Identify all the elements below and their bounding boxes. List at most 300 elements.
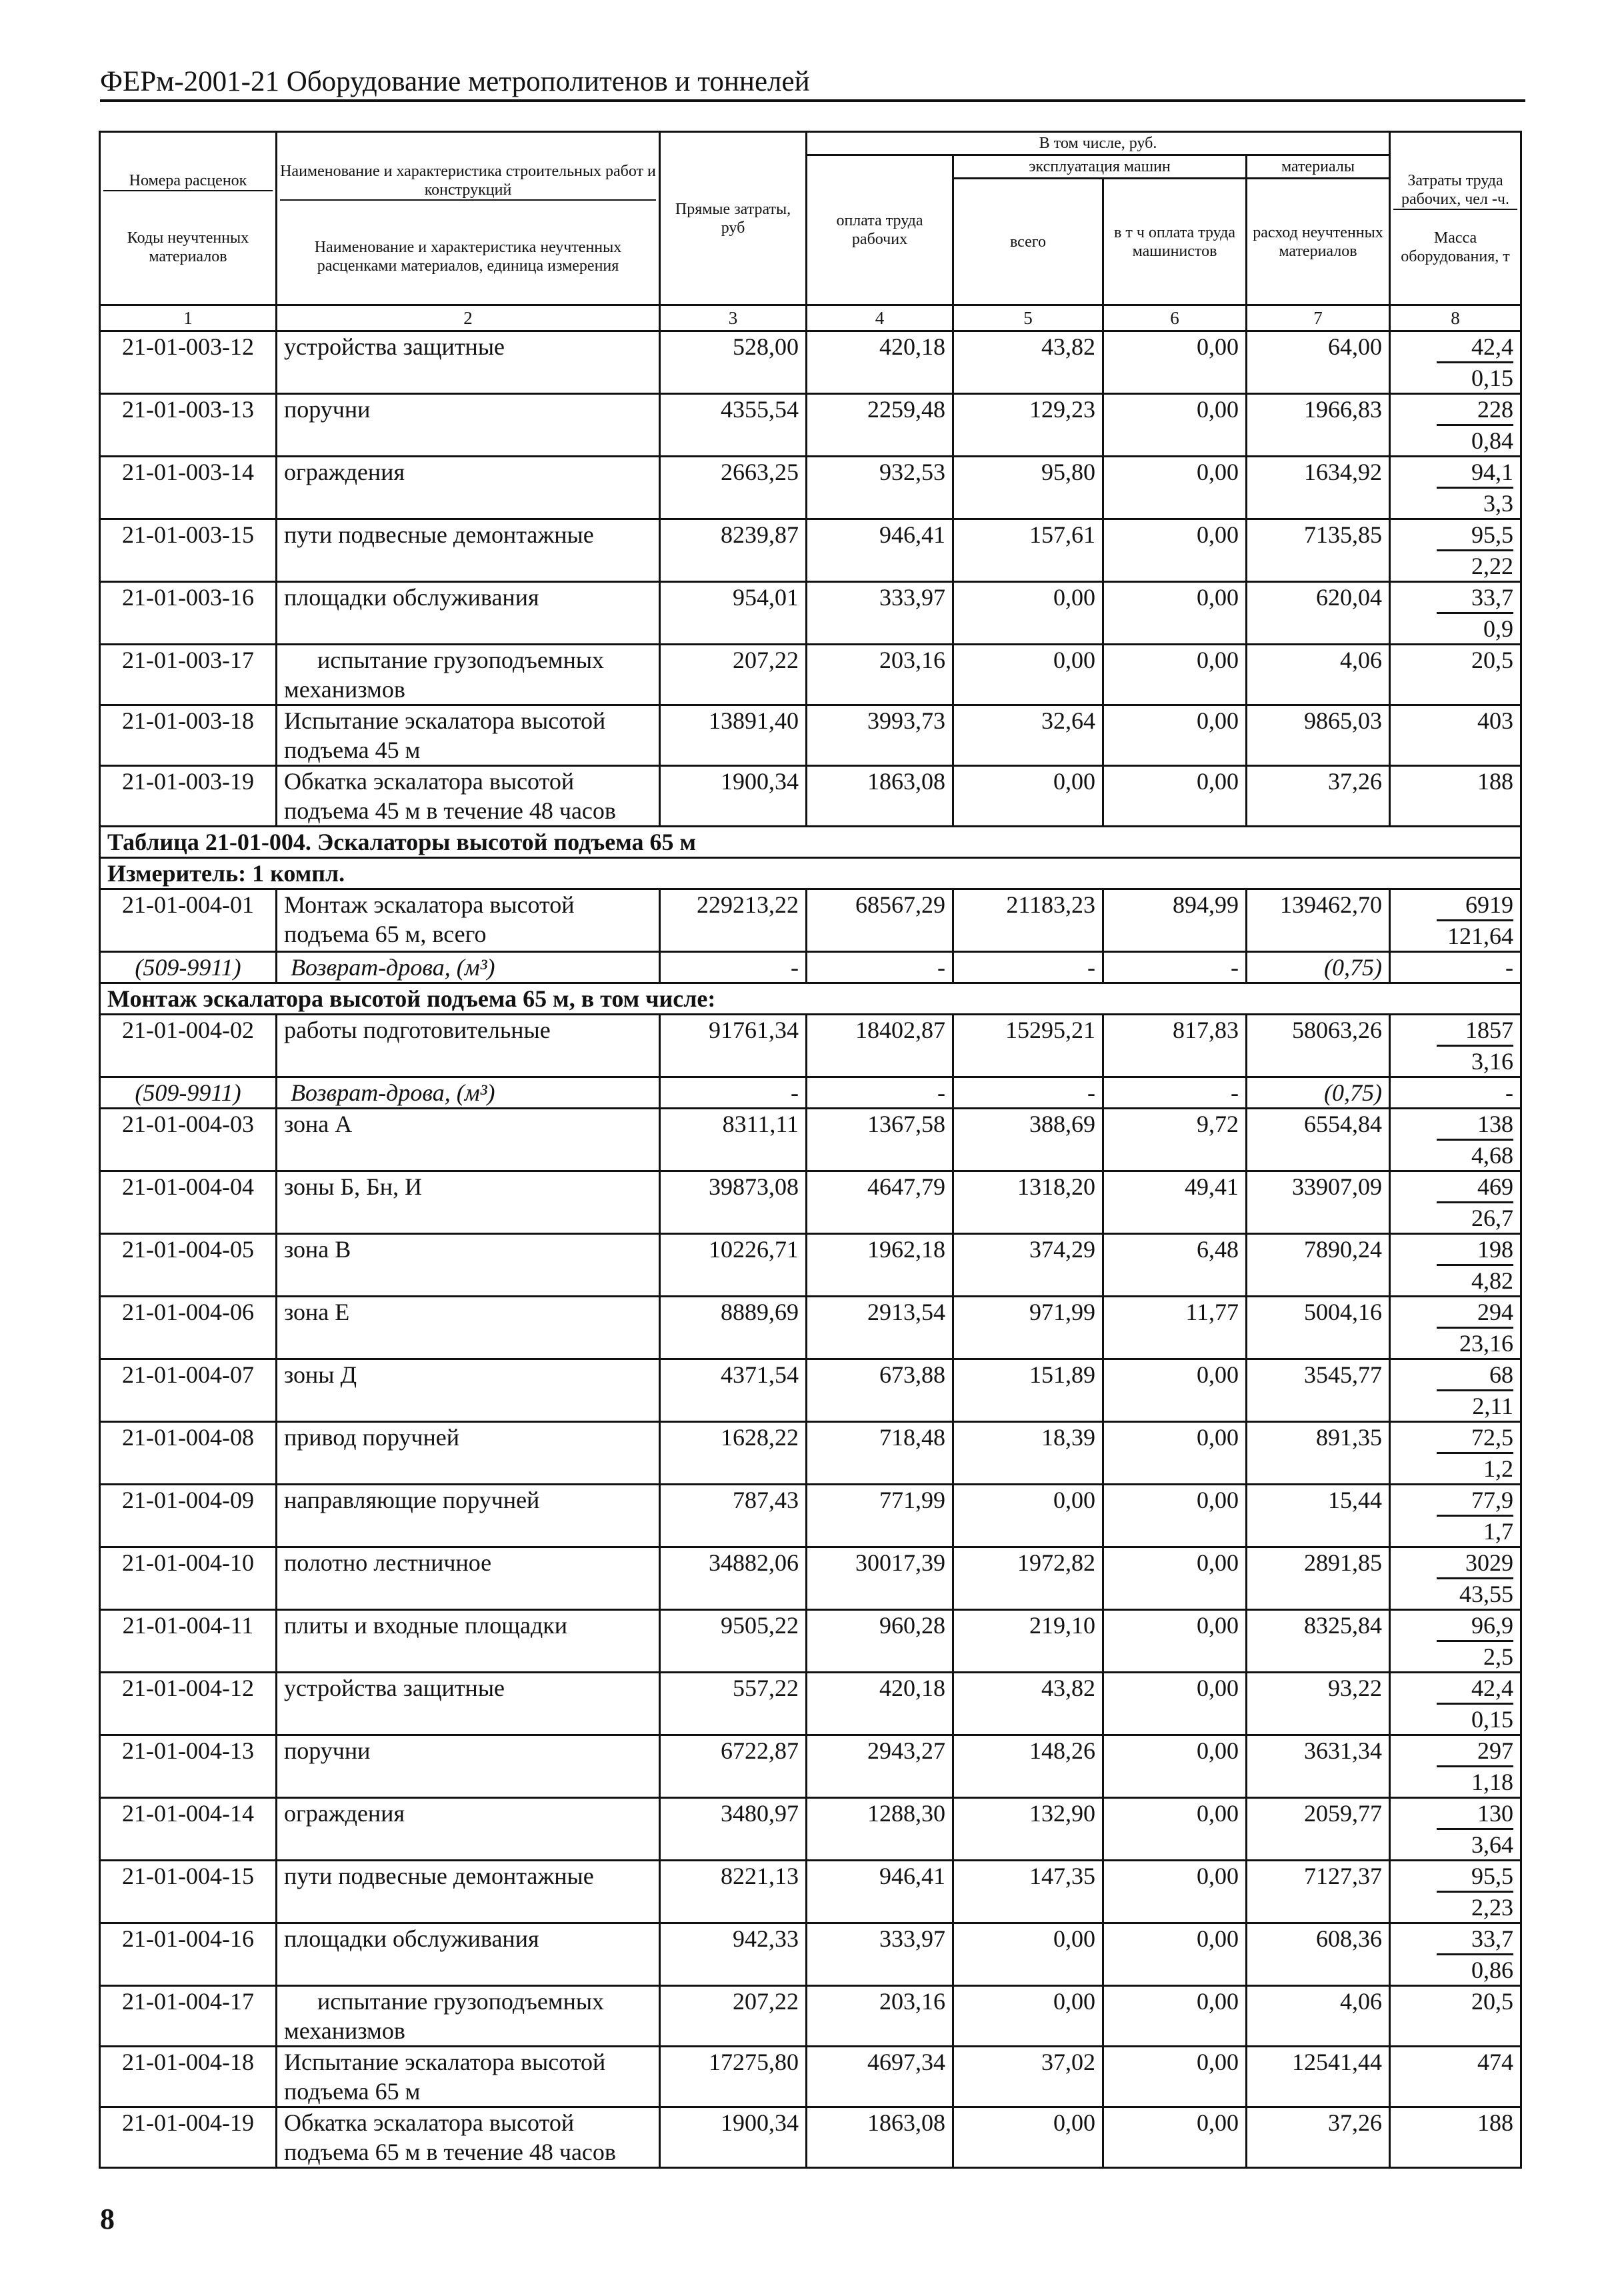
value-v3: 1628,22 bbox=[660, 1422, 807, 1485]
value-v4: 2913,54 bbox=[807, 1297, 953, 1359]
labor-cost: 77,9 bbox=[1437, 1485, 1513, 1517]
dash: - bbox=[953, 1077, 1103, 1109]
value-v6: 894,99 bbox=[1103, 889, 1247, 952]
value-v7: 1634,92 bbox=[1247, 457, 1390, 519]
dash: - bbox=[1103, 1077, 1247, 1109]
value-v7: 2891,85 bbox=[1247, 1547, 1390, 1610]
table-title-row bbox=[100, 827, 1521, 858]
equipment-mass: 2,5 bbox=[1483, 1643, 1513, 1670]
value-v7: 3631,34 bbox=[1247, 1735, 1390, 1798]
table-row bbox=[100, 1986, 1521, 2047]
value-v7: 64,00 bbox=[1247, 331, 1390, 394]
material-code: (509-9911) bbox=[100, 1077, 277, 1109]
value-v3: 2663,25 bbox=[660, 457, 807, 519]
value-v7: 7890,24 bbox=[1247, 1234, 1390, 1297]
value-v5: 971,99 bbox=[953, 1297, 1103, 1359]
value-v6: 0,00 bbox=[1103, 2047, 1247, 2107]
value-v3: 8889,69 bbox=[660, 1297, 807, 1359]
work-name bbox=[277, 766, 660, 827]
equipment-mass: 3,64 bbox=[1471, 1831, 1513, 1858]
work-name: ограждения bbox=[277, 1798, 660, 1861]
rate-code: 21-01-003-18 bbox=[100, 705, 277, 766]
labor-mass-cell bbox=[1390, 519, 1521, 582]
labor-mass-cell bbox=[1390, 2107, 1521, 2168]
value-v6: 0,00 bbox=[1103, 582, 1247, 645]
table-row bbox=[100, 1359, 1521, 1422]
value-v5: 129,23 bbox=[953, 394, 1103, 457]
table-row bbox=[100, 2107, 1521, 2168]
material-qty: (0,75) bbox=[1247, 1077, 1390, 1109]
work-name bbox=[277, 2107, 660, 2168]
work-name-line: подъема 45 м bbox=[284, 737, 421, 763]
labor-cost: 228 bbox=[1437, 395, 1513, 426]
value-v7: 139462,70 bbox=[1247, 889, 1390, 952]
rate-code: 21-01-004-15 bbox=[100, 1861, 277, 1923]
column-number: 6 bbox=[1103, 305, 1247, 331]
work-name: пути подвесные демонтажные bbox=[277, 1861, 660, 1923]
equipment-mass: 3,3 bbox=[1483, 490, 1513, 517]
value-v7: 33907,09 bbox=[1247, 1171, 1390, 1234]
value-v6: 0,00 bbox=[1103, 519, 1247, 582]
labor-cost: 20,5 bbox=[1471, 647, 1513, 673]
table-row bbox=[100, 394, 1521, 457]
value-v6: 0,00 bbox=[1103, 645, 1247, 705]
value-v4: 203,16 bbox=[807, 1986, 953, 2047]
header-col7: расход неучтенных материалов bbox=[1247, 179, 1390, 305]
work-name: работы подготовительные bbox=[277, 1015, 660, 1077]
section-row bbox=[100, 983, 1521, 1015]
value-v6: 0,00 bbox=[1103, 1673, 1247, 1735]
work-name: полотно лестничное bbox=[277, 1547, 660, 1610]
equipment-mass: 121,64 bbox=[1447, 923, 1513, 949]
value-v3: 3480,97 bbox=[660, 1798, 807, 1861]
value-v5: 0,00 bbox=[953, 582, 1103, 645]
column-number: 4 bbox=[807, 305, 953, 331]
value-v7: 12541,44 bbox=[1247, 2047, 1390, 2107]
labor-mass-cell bbox=[1390, 705, 1521, 766]
value-v4: 2259,48 bbox=[807, 394, 953, 457]
equipment-mass: 0,86 bbox=[1471, 1957, 1513, 1983]
value-v5: 388,69 bbox=[953, 1109, 1103, 1171]
rate-code: 21-01-004-11 bbox=[100, 1610, 277, 1673]
value-v5: 147,35 bbox=[953, 1861, 1103, 1923]
labor-mass-cell bbox=[1390, 889, 1521, 952]
value-v6: 6,48 bbox=[1103, 1234, 1247, 1297]
value-v4: 203,16 bbox=[807, 645, 953, 705]
value-v4: 420,18 bbox=[807, 1673, 953, 1735]
rate-code: 21-01-004-02 bbox=[100, 1015, 277, 1077]
value-v3: 9505,22 bbox=[660, 1610, 807, 1673]
header-col8: Затраты труда рабочих, чел -ч. Масса оборудования, т bbox=[1390, 132, 1521, 305]
value-v4: 420,18 bbox=[807, 331, 953, 394]
value-v3: 17275,80 bbox=[660, 2047, 807, 2107]
labor-cost: 297 bbox=[1437, 1736, 1513, 1767]
value-v7: 1966,83 bbox=[1247, 394, 1390, 457]
labor-mass-cell bbox=[1390, 1485, 1521, 1547]
value-v5: 18,39 bbox=[953, 1422, 1103, 1485]
equipment-mass: 3,16 bbox=[1471, 1048, 1513, 1075]
labor-cost: 72,5 bbox=[1437, 1423, 1513, 1454]
labor-mass-cell bbox=[1390, 1610, 1521, 1673]
value-v3: 787,43 bbox=[660, 1485, 807, 1547]
labor-mass-cell bbox=[1390, 1234, 1521, 1297]
value-v3: 91761,34 bbox=[660, 1015, 807, 1077]
value-v5: 0,00 bbox=[953, 645, 1103, 705]
value-v6: 817,83 bbox=[1103, 1015, 1247, 1077]
labor-cost: 95,5 bbox=[1437, 1861, 1513, 1893]
value-v5: 15295,21 bbox=[953, 1015, 1103, 1077]
value-v6: 0,00 bbox=[1103, 2107, 1247, 2168]
equipment-mass: 1,2 bbox=[1483, 1455, 1513, 1482]
value-v3: 1900,34 bbox=[660, 766, 807, 827]
material-name: Возврат-дрова, (м³) bbox=[277, 1077, 660, 1109]
value-v6: 0,00 bbox=[1103, 1735, 1247, 1798]
value-v6: 0,00 bbox=[1103, 457, 1247, 519]
value-v7: 4,06 bbox=[1247, 1986, 1390, 2047]
value-v3: 6722,87 bbox=[660, 1735, 807, 1798]
labor-mass-cell bbox=[1390, 1735, 1521, 1798]
work-name: зоны Б, Бн, И bbox=[277, 1171, 660, 1234]
value-v5: 1318,20 bbox=[953, 1171, 1103, 1234]
value-v6: 0,00 bbox=[1103, 1923, 1247, 1986]
rate-code: 21-01-003-17 bbox=[100, 645, 277, 705]
rate-code: 21-01-004-10 bbox=[100, 1547, 277, 1610]
value-v4: 3993,73 bbox=[807, 705, 953, 766]
table-row bbox=[100, 1015, 1521, 1077]
rate-code: 21-01-003-16 bbox=[100, 582, 277, 645]
section-heading: Монтаж эскалатора высотой подъема 65 м, в том числе: bbox=[100, 983, 1521, 1015]
column-numbers-row bbox=[100, 305, 1521, 331]
table-row bbox=[100, 1610, 1521, 1673]
work-name: зоны Д bbox=[277, 1359, 660, 1422]
value-v4: 946,41 bbox=[807, 519, 953, 582]
labor-cost: 94,1 bbox=[1437, 457, 1513, 489]
rate-code: 21-01-004-09 bbox=[100, 1485, 277, 1547]
work-name: направляющие поручней bbox=[277, 1485, 660, 1547]
value-v7: 7127,37 bbox=[1247, 1861, 1390, 1923]
value-v6: 0,00 bbox=[1103, 1359, 1247, 1422]
value-v5: 151,89 bbox=[953, 1359, 1103, 1422]
header-col2: Наименование и характеристика строительных работ и конструкций Наименование и характеристика неучтенных расценками материалов, единица измерения bbox=[277, 132, 660, 305]
value-v6: 11,77 bbox=[1103, 1297, 1247, 1359]
labor-mass-cell bbox=[1390, 1673, 1521, 1735]
material-name: Возврат-дрова, (м³) bbox=[277, 952, 660, 983]
table-row bbox=[100, 1547, 1521, 1610]
labor-cost: 42,4 bbox=[1437, 332, 1513, 363]
value-v5: 0,00 bbox=[953, 2107, 1103, 2168]
equipment-mass: 1,18 bbox=[1471, 1769, 1513, 1795]
table-row bbox=[100, 1485, 1521, 1547]
value-v6: 0,00 bbox=[1103, 1422, 1247, 1485]
labor-cost: 403 bbox=[1477, 707, 1513, 734]
rate-code: 21-01-004-01 bbox=[100, 889, 277, 952]
table-row bbox=[100, 2047, 1521, 2107]
value-v3: 207,22 bbox=[660, 1986, 807, 2047]
value-v5: 0,00 bbox=[953, 766, 1103, 827]
table-title: Таблица 21-01-004. Эскалаторы высотой подъема 65 м bbox=[100, 827, 1521, 858]
rates-table bbox=[99, 131, 1522, 2169]
labor-mass-cell bbox=[1390, 331, 1521, 394]
return-material-row bbox=[100, 952, 1521, 983]
equipment-mass: 26,7 bbox=[1471, 1205, 1513, 1231]
table-row bbox=[100, 1109, 1521, 1171]
value-v5: 0,00 bbox=[953, 1485, 1103, 1547]
value-v3: 8311,11 bbox=[660, 1109, 807, 1171]
equipment-mass: 4,68 bbox=[1471, 1142, 1513, 1169]
labor-mass-cell bbox=[1390, 457, 1521, 519]
work-name: площадки обслуживания bbox=[277, 582, 660, 645]
value-v3: 10226,71 bbox=[660, 1234, 807, 1297]
value-v3: 954,01 bbox=[660, 582, 807, 645]
value-v6: 0,00 bbox=[1103, 1798, 1247, 1861]
value-v6: 0,00 bbox=[1103, 1610, 1247, 1673]
value-v7: 15,44 bbox=[1247, 1485, 1390, 1547]
work-name-line: Испытание эскалатора высотой bbox=[284, 2049, 606, 2075]
value-v6: 0,00 bbox=[1103, 331, 1247, 394]
work-name: пути подвесные демонтажные bbox=[277, 519, 660, 582]
value-v7: 37,26 bbox=[1247, 766, 1390, 827]
work-name: зона А bbox=[277, 1109, 660, 1171]
value-v5: 148,26 bbox=[953, 1735, 1103, 1798]
work-name-line: подъема 65 м, всего bbox=[284, 921, 487, 947]
labor-mass-cell bbox=[1390, 766, 1521, 827]
rate-code: 21-01-003-12 bbox=[100, 331, 277, 394]
labor-cost: 130 bbox=[1437, 1799, 1513, 1830]
work-name: поручни bbox=[277, 394, 660, 457]
value-v3: 528,00 bbox=[660, 331, 807, 394]
dash: - bbox=[1390, 952, 1521, 983]
value-v6: 49,41 bbox=[1103, 1171, 1247, 1234]
equipment-mass: 2,22 bbox=[1471, 553, 1513, 579]
rate-code: 21-01-004-03 bbox=[100, 1109, 277, 1171]
column-number: 8 bbox=[1390, 305, 1521, 331]
labor-cost: 33,7 bbox=[1437, 583, 1513, 614]
value-v3: 13891,40 bbox=[660, 705, 807, 766]
work-name-line: подъема 65 м в течение 48 часов bbox=[284, 2139, 616, 2165]
measure-unit: Измеритель: 1 компл. bbox=[100, 858, 1521, 889]
labor-mass-cell bbox=[1390, 1547, 1521, 1610]
work-name: зона В bbox=[277, 1234, 660, 1297]
table-row bbox=[100, 1798, 1521, 1861]
value-v6: 0,00 bbox=[1103, 1986, 1247, 2047]
header-col5: всего bbox=[953, 179, 1103, 305]
table-row bbox=[100, 1735, 1521, 1798]
value-v5: 157,61 bbox=[953, 519, 1103, 582]
value-v4: 718,48 bbox=[807, 1422, 953, 1485]
table-row bbox=[100, 1861, 1521, 1923]
work-name: поручни bbox=[277, 1735, 660, 1798]
value-v4: 771,99 bbox=[807, 1485, 953, 1547]
labor-cost: 474 bbox=[1477, 2049, 1513, 2075]
rate-code: 21-01-004-05 bbox=[100, 1234, 277, 1297]
labor-cost: 188 bbox=[1477, 2109, 1513, 2136]
table-row bbox=[100, 1673, 1521, 1735]
dash: - bbox=[660, 1077, 807, 1109]
work-name: ограждения bbox=[277, 457, 660, 519]
rate-code: 21-01-003-15 bbox=[100, 519, 277, 582]
work-name-line: механизмов bbox=[284, 2017, 405, 2044]
rate-code: 21-01-004-16 bbox=[100, 1923, 277, 1986]
rate-code: 21-01-003-13 bbox=[100, 394, 277, 457]
work-name: устройства защитные bbox=[277, 1673, 660, 1735]
value-v7: 2059,77 bbox=[1247, 1798, 1390, 1861]
rate-code: 21-01-004-14 bbox=[100, 1798, 277, 1861]
equipment-mass: 0,15 bbox=[1471, 365, 1513, 391]
value-v3: 942,33 bbox=[660, 1923, 807, 1986]
rate-code: 21-01-004-07 bbox=[100, 1359, 277, 1422]
equipment-mass: 43,55 bbox=[1459, 1581, 1513, 1607]
value-v7: 4,06 bbox=[1247, 645, 1390, 705]
value-v6: 0,00 bbox=[1103, 394, 1247, 457]
work-name-line: подъема 45 м в течение 48 часов bbox=[284, 797, 616, 824]
work-name-line: механизмов bbox=[284, 676, 405, 703]
value-v4: 932,53 bbox=[807, 457, 953, 519]
dash: - bbox=[953, 952, 1103, 983]
header-machines: эксплуатация машин bbox=[953, 155, 1247, 179]
value-v3: 557,22 bbox=[660, 1673, 807, 1735]
value-v3: 1900,34 bbox=[660, 2107, 807, 2168]
value-v5: 219,10 bbox=[953, 1610, 1103, 1673]
table-row bbox=[100, 889, 1521, 952]
labor-mass-cell bbox=[1390, 1422, 1521, 1485]
value-v5: 1972,82 bbox=[953, 1547, 1103, 1610]
value-v7: 6554,84 bbox=[1247, 1109, 1390, 1171]
table-row bbox=[100, 331, 1521, 394]
table-row bbox=[100, 1297, 1521, 1359]
labor-cost: 20,5 bbox=[1471, 1988, 1513, 2015]
value-v4: 4697,34 bbox=[807, 2047, 953, 2107]
work-name-line: испытание грузоподъемных bbox=[317, 647, 605, 673]
work-name-line: подъема 65 м bbox=[284, 2078, 421, 2105]
rate-code: 21-01-003-19 bbox=[100, 766, 277, 827]
value-v5: 374,29 bbox=[953, 1234, 1103, 1297]
value-v5: 95,80 bbox=[953, 457, 1103, 519]
labor-mass-cell bbox=[1390, 1171, 1521, 1234]
value-v5: 43,82 bbox=[953, 331, 1103, 394]
value-v4: 18402,87 bbox=[807, 1015, 953, 1077]
value-v4: 333,97 bbox=[807, 582, 953, 645]
equipment-mass: 2,23 bbox=[1471, 1894, 1513, 1921]
header-col6: в т ч оплата труда машинистов bbox=[1103, 179, 1247, 305]
value-v4: 2943,27 bbox=[807, 1735, 953, 1798]
rate-code: 21-01-004-18 bbox=[100, 2047, 277, 2107]
column-number: 1 bbox=[100, 305, 277, 331]
work-name bbox=[277, 2047, 660, 2107]
work-name: плиты и входные площадки bbox=[277, 1610, 660, 1673]
labor-mass-cell bbox=[1390, 1986, 1521, 2047]
table-row bbox=[100, 519, 1521, 582]
page-number: 8 bbox=[100, 2203, 115, 2235]
table-header-row-1 bbox=[100, 132, 1521, 155]
work-name: зона Е bbox=[277, 1297, 660, 1359]
value-v3: 4355,54 bbox=[660, 394, 807, 457]
equipment-mass: 2,11 bbox=[1472, 1393, 1513, 1419]
equipment-mass: 1,7 bbox=[1483, 1518, 1513, 1545]
table-row bbox=[100, 457, 1521, 519]
return-material-row bbox=[100, 1077, 1521, 1109]
labor-mass-cell bbox=[1390, 1923, 1521, 1986]
labor-mass-cell bbox=[1390, 1015, 1521, 1077]
dash: - bbox=[1103, 952, 1247, 983]
value-v5: 37,02 bbox=[953, 2047, 1103, 2107]
table-row bbox=[100, 705, 1521, 766]
value-v4: 1367,58 bbox=[807, 1109, 953, 1171]
value-v7: 7135,85 bbox=[1247, 519, 1390, 582]
document-header: ФЕРм-2001-21 Оборудование метрополитенов и тоннелей bbox=[100, 66, 810, 97]
table-row bbox=[100, 582, 1521, 645]
labor-cost: 198 bbox=[1437, 1235, 1513, 1266]
value-v5: 43,82 bbox=[953, 1673, 1103, 1735]
work-name bbox=[277, 705, 660, 766]
value-v6: 0,00 bbox=[1103, 1485, 1247, 1547]
work-name: привод поручней bbox=[277, 1422, 660, 1485]
dash: - bbox=[1390, 1077, 1521, 1109]
header-col4: оплата труда рабочих bbox=[807, 155, 953, 305]
labor-cost: 33,7 bbox=[1437, 1924, 1513, 1955]
value-v4: 333,97 bbox=[807, 1923, 953, 1986]
header-materials: материалы bbox=[1247, 155, 1390, 179]
equipment-mass: 0,9 bbox=[1483, 615, 1513, 642]
work-name: устройства защитные bbox=[277, 331, 660, 394]
rate-code: 21-01-004-06 bbox=[100, 1297, 277, 1359]
work-name-line: Испытание эскалатора высотой bbox=[284, 707, 606, 734]
rate-code: 21-01-004-13 bbox=[100, 1735, 277, 1798]
labor-cost: 42,4 bbox=[1437, 1673, 1513, 1705]
value-v5: 132,90 bbox=[953, 1798, 1103, 1861]
header-rule bbox=[100, 99, 1525, 102]
value-v4: 68567,29 bbox=[807, 889, 953, 952]
rate-code: 21-01-003-14 bbox=[100, 457, 277, 519]
value-v3: 8221,13 bbox=[660, 1861, 807, 1923]
value-v6: 0,00 bbox=[1103, 1547, 1247, 1610]
value-v7: 8325,84 bbox=[1247, 1610, 1390, 1673]
equipment-mass: 0,84 bbox=[1471, 427, 1513, 454]
value-v3: 229213,22 bbox=[660, 889, 807, 952]
work-name-line: испытание грузоподъемных bbox=[317, 1988, 605, 2015]
labor-cost: 95,5 bbox=[1437, 520, 1513, 551]
labor-cost: 3029 bbox=[1437, 1548, 1513, 1579]
header-incl: В том числе, руб. bbox=[807, 132, 1390, 155]
labor-cost: 6919 bbox=[1437, 890, 1513, 921]
value-v6: 0,00 bbox=[1103, 1861, 1247, 1923]
value-v7: 37,26 bbox=[1247, 2107, 1390, 2168]
table-row bbox=[100, 645, 1521, 705]
value-v5: 21183,23 bbox=[953, 889, 1103, 952]
value-v4: 1863,08 bbox=[807, 766, 953, 827]
labor-mass-cell bbox=[1390, 1109, 1521, 1171]
dash: - bbox=[807, 952, 953, 983]
value-v6: 9,72 bbox=[1103, 1109, 1247, 1171]
rate-code: 21-01-004-04 bbox=[100, 1171, 277, 1234]
dash: - bbox=[660, 952, 807, 983]
column-number: 2 bbox=[277, 305, 660, 331]
equipment-mass: 23,16 bbox=[1459, 1330, 1513, 1357]
rate-code: 21-01-004-12 bbox=[100, 1673, 277, 1735]
value-v6: 0,00 bbox=[1103, 766, 1247, 827]
labor-mass-cell bbox=[1390, 2047, 1521, 2107]
value-v4: 4647,79 bbox=[807, 1171, 953, 1234]
column-number: 5 bbox=[953, 305, 1103, 331]
column-number: 3 bbox=[660, 305, 807, 331]
material-code: (509-9911) bbox=[100, 952, 277, 983]
labor-cost: 1857 bbox=[1437, 1015, 1513, 1047]
value-v7: 5004,16 bbox=[1247, 1297, 1390, 1359]
table-row bbox=[100, 1234, 1521, 1297]
labor-mass-cell bbox=[1390, 394, 1521, 457]
value-v4: 1863,08 bbox=[807, 2107, 953, 2168]
value-v4: 30017,39 bbox=[807, 1547, 953, 1610]
equipment-mass: 4,82 bbox=[1471, 1267, 1513, 1294]
